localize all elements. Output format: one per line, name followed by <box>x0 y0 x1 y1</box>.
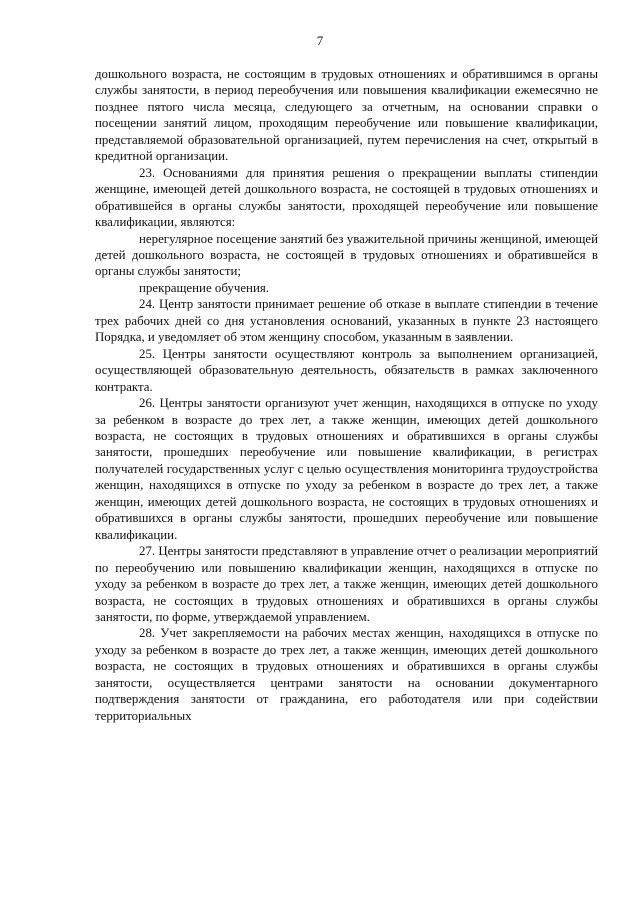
paragraph-continuation: дошкольного возраста, не состоящим в трудовых отношениях и обратившимся в органы службы занятости, в период переобучения или повышения квалификации ежемесячно не позднее пятого числа месяца, следующего за отчетным, на основании справки о посещении занятий лицом, проходящим переобучение или повышение квалификации, представляемой образовательной организацией, путем перечисления на счет, открытый в кредитной организации. <box>95 67 598 164</box>
paragraph-23: 23. Основаниями для принятия решения о прекращении выплаты стипендии женщине, имеющей детей дошкольного возраста, не состоящей в трудовых отношениях и обратившейся в органы службы занятости, проходящей переобучение или повышение квалификации, являются: <box>95 165 598 230</box>
paragraph-23-item-2: прекращение обучения. <box>139 280 269 295</box>
paragraph-27: 27. Центры занятости представляют в управление отчет о реализации мероприятий по переобучению или повышению квалификации женщин, находящихся в отпуске по уходу за ребенком в возрасте до трех лет, а также женщин, имеющих детей дошкольного возраста, не состоящих в трудовых отношениях и обратившихся в органы службы занятости, по форме, утверждаемой управлением. <box>95 544 598 624</box>
paragraph-23-item-1: нерегулярное посещение занятий без уважительной причины женщиной, имеющей детей дошкольного возраста, не состоящей в трудовых отношениях и обратившейся в органы службы занятости; <box>95 231 598 279</box>
paragraph-26: 26. Центры занятости организуют учет женщин, находящихся в отпуске по уходу за ребенком в возрасте до трех лет, а также женщин, имеющих детей дошкольного возраста, не состоящих в трудовых отношениях и обратившихся в органы службы занятости, прошедших переобучение или повышение квалификации, в регистрах получателей государственных услуг с целью осуществления мониторинга трудоустройства женщин, находящихся в отпуске по уходу за ребенком в возрасте до трех лет, а также женщин, имеющих детей дошкольного возраста, не состоящих в трудовых отношениях и обратившихся в органы службы занятости, прошедших переобучение или повышение квалификации. <box>95 396 598 542</box>
paragraph-24: 24. Центр занятости принимает решение об отказе в выплате стипендии в течение трех рабочих дней со дня установления оснований, указанных в пункте 23 настоящего Порядка, и уведомляет об этом женщину способом, указанным в заявлении. <box>95 297 598 345</box>
paragraph-25: 25. Центры занятости осуществляют контроль за выполнением организацией, осуществляющей образовательную деятельность, обязательств в рамках заключенного контракта. <box>95 346 598 394</box>
page-number: 7 <box>316 33 324 48</box>
paragraph-28: 28. Учет закрепляемости на рабочих местах женщин, находящихся в отпуске по уходу за ребенком в возрасте до трех лет, а также женщин, имеющих детей дошкольного возраста, не состоящих в трудовых отношениях и обратившихся в органы службы занятости, осуществляется центрами занятости на основании документарного подтверждения занятости от гражданина, его работодателя или при содействии территориальных <box>95 626 598 723</box>
document-body <box>95 66 598 724</box>
